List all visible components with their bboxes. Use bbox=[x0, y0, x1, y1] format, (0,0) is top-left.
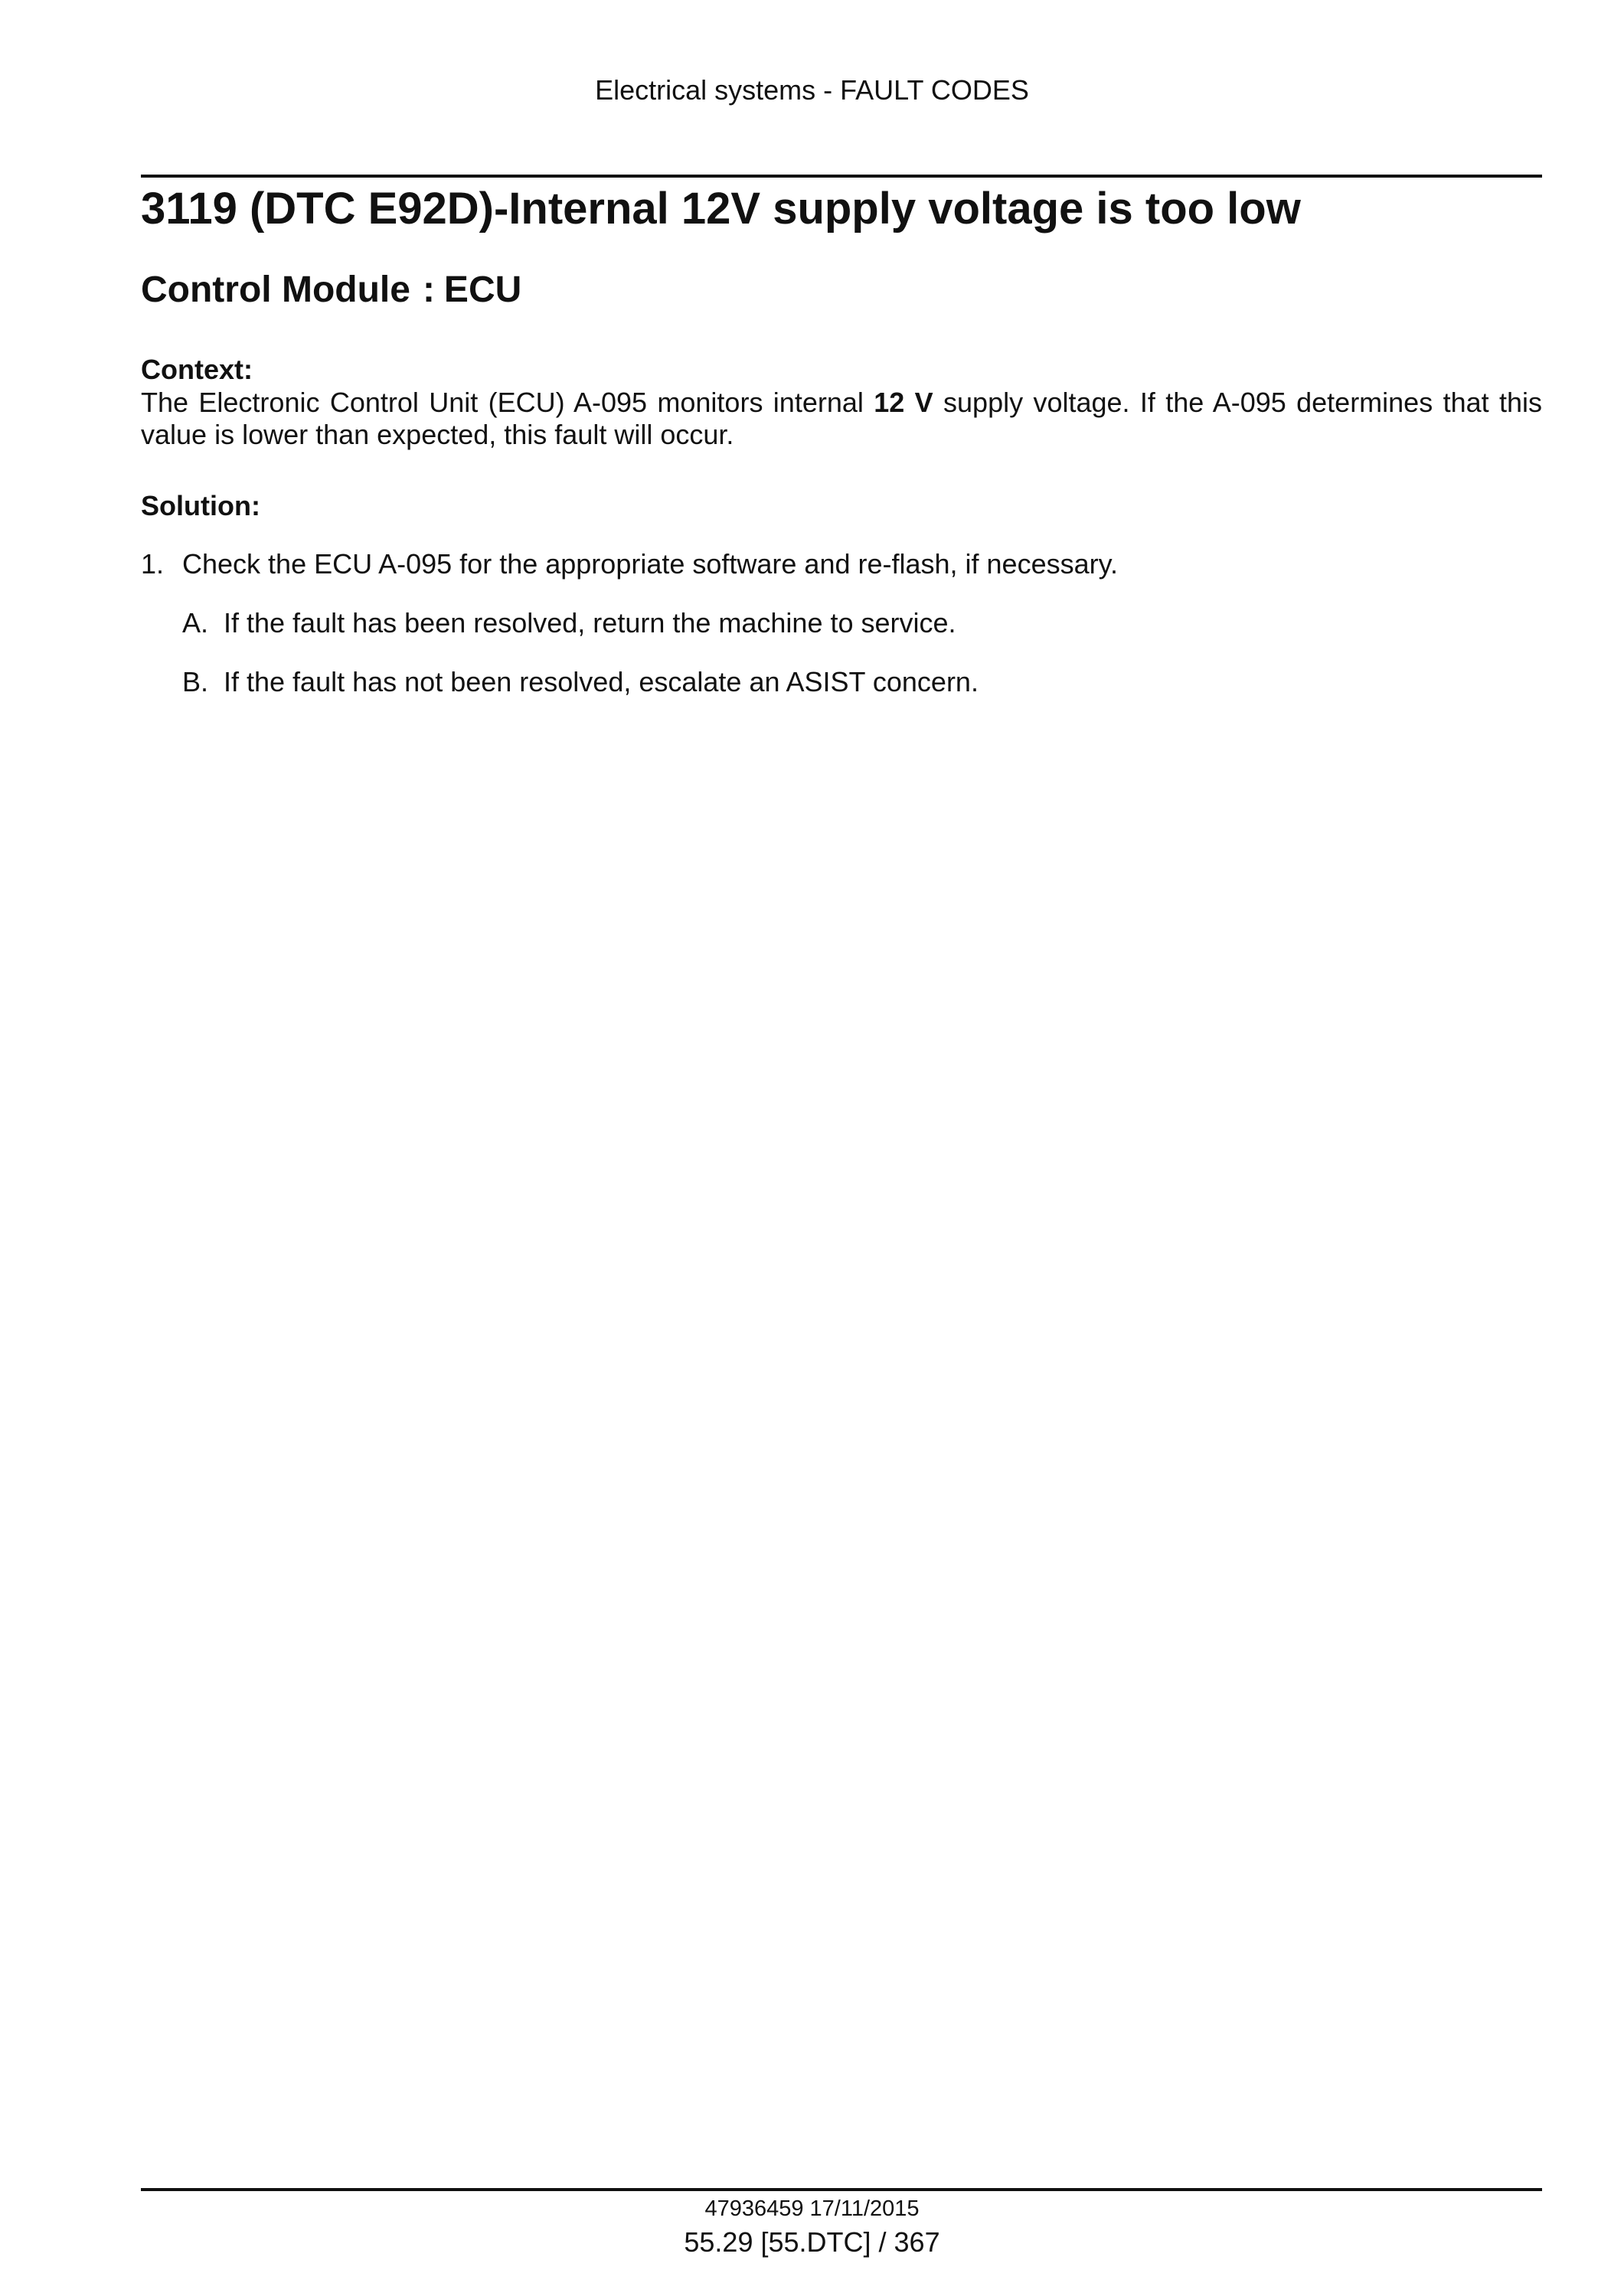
context-paragraph bbox=[141, 387, 1542, 451]
fault-title: 3119 (DTC E92D)-Internal 12V supply voltage is too low bbox=[141, 184, 1301, 234]
solution-step-1 bbox=[141, 548, 1118, 580]
solution-label: Solution: bbox=[141, 490, 260, 521]
control-module-heading bbox=[141, 268, 521, 312]
step-number: 1. bbox=[141, 548, 165, 580]
page-header: Electrical systems - FAULT CODES bbox=[595, 74, 1029, 106]
context-voltage: 12 V bbox=[874, 387, 933, 418]
footer-doc-code: 47936459 17/11/2015 bbox=[704, 2196, 920, 2221]
solution-substep-a bbox=[182, 607, 956, 639]
context-text-before: The Electronic Control Unit (ECU) A-095 monitors internal bbox=[141, 387, 874, 418]
footer-divider bbox=[141, 2188, 1542, 2191]
header-divider bbox=[141, 175, 1542, 178]
control-module-separator: : bbox=[422, 269, 435, 310]
substep-letter: A. bbox=[182, 607, 209, 639]
context-label: Context: bbox=[141, 354, 253, 385]
control-module-label: Control Module bbox=[141, 269, 410, 310]
substep-text: If the fault has been resolved, return the machine to service. bbox=[224, 607, 956, 639]
step-text: Check the ECU A-095 for the appropriate software and re-flash, if necessary. bbox=[182, 548, 1118, 580]
context-text-after: supply voltage. If the A-095 determines that this value is lower than expected, this fault will occur. bbox=[141, 387, 1542, 450]
footer-page-ref: 55.29 [55.DTC] / 367 bbox=[684, 2226, 940, 2258]
substep-text: If the fault has not been resolved, escalate an ASIST concern. bbox=[224, 666, 979, 697]
solution-substep-b bbox=[182, 666, 979, 698]
control-module-value: ECU bbox=[443, 269, 522, 310]
substep-letter: B. bbox=[182, 666, 209, 697]
